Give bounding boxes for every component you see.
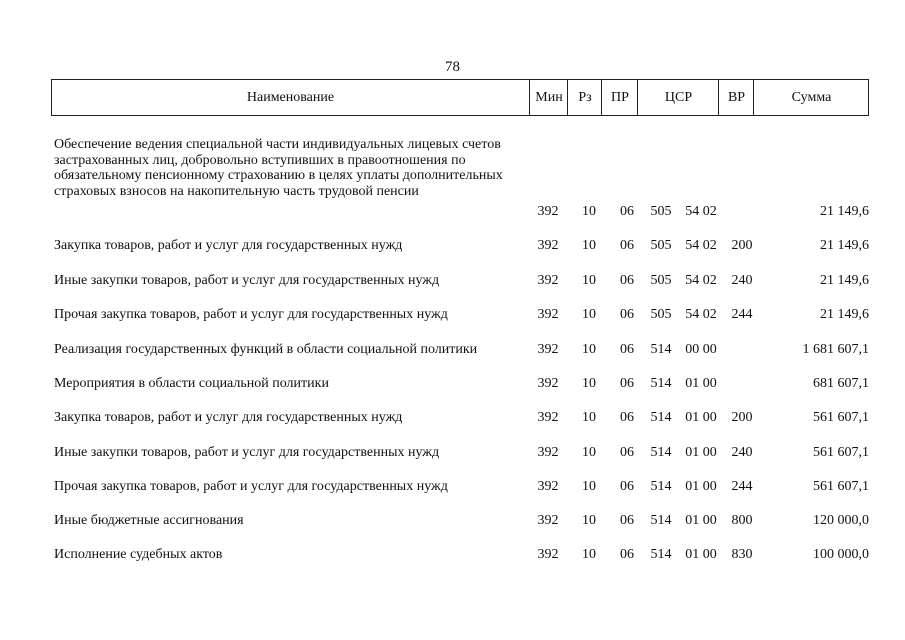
row-rz: 10 (582, 376, 596, 391)
row-sum: 561 607,1 (813, 445, 869, 460)
row-rz: 10 (582, 547, 596, 562)
row-min: 392 (537, 307, 559, 322)
row-sum: 21 149,6 (820, 238, 869, 253)
row-sum: 21 149,6 (820, 273, 869, 288)
row-csr-code: 00 00 (685, 342, 717, 357)
row-csr-program: 514 (650, 410, 672, 425)
row-sum: 120 000,0 (813, 513, 869, 528)
row-pr: 06 (620, 307, 634, 322)
row-sum: 21 149,6 (820, 204, 869, 219)
table-header (51, 79, 869, 116)
row-vr: 240 (731, 445, 753, 460)
row-min: 392 (537, 273, 559, 288)
row-sum: 681 607,1 (813, 376, 869, 391)
row-name: Прочая закупка товаров, работ и услуг для государственных нужд (54, 479, 448, 494)
row-csr-program: 505 (650, 204, 672, 219)
page-number: 78 (445, 59, 460, 75)
row-name: Мероприятия в области социальной политики (54, 376, 329, 391)
row-csr-program: 514 (650, 479, 672, 494)
row-min: 392 (537, 547, 559, 562)
row-sum: 100 000,0 (813, 547, 869, 562)
row-pr: 06 (620, 513, 634, 528)
row-vr: 800 (731, 513, 753, 528)
row-csr-code: 01 00 (685, 479, 717, 494)
header-min: Мин (529, 80, 568, 115)
row-csr-code: 54 02 (685, 273, 717, 288)
row-name: Исполнение судебных актов (54, 547, 223, 562)
header-vr: ВР (718, 80, 754, 115)
row-csr-code: 01 00 (685, 513, 717, 528)
row-min: 392 (537, 342, 559, 357)
row-csr-code: 54 02 (685, 204, 717, 219)
row-min: 392 (537, 204, 559, 219)
row-rz: 10 (582, 238, 596, 253)
header-pr: ПР (601, 80, 638, 115)
row-csr-program: 505 (650, 238, 672, 253)
row-pr: 06 (620, 376, 634, 391)
row-min: 392 (537, 238, 559, 253)
row-vr: 200 (731, 238, 753, 253)
row-vr: 240 (731, 273, 753, 288)
row-rz: 10 (582, 273, 596, 288)
row-rz: 10 (582, 479, 596, 494)
row-csr-program: 514 (650, 342, 672, 357)
row-pr: 06 (620, 410, 634, 425)
row-rz: 10 (582, 307, 596, 322)
row-csr-code: 01 00 (685, 376, 717, 391)
row-sum: 1 681 607,1 (802, 342, 869, 357)
row-min: 392 (537, 513, 559, 528)
row-name: Иные закупки товаров, работ и услуг для государственных нужд (54, 273, 440, 288)
header-name: Наименование (246, 90, 335, 105)
row-rz: 10 (582, 410, 596, 425)
row-vr: 244 (731, 307, 753, 322)
row-min: 392 (537, 479, 559, 494)
row-sum: 561 607,1 (813, 479, 869, 494)
row-min: 392 (537, 410, 559, 425)
row-name: Закупка товаров, работ и услуг для государственных нужд (54, 410, 403, 425)
row-name: Обеспечение ведения специальной части индивидуальных лицевых счетов застрахованных лиц, добровольно вступивших в правоотношения по обязательному пенсионному страхованию в целях уплаты дополнительных страховых взносов на накопительную часть трудовой пенсии (54, 137, 503, 199)
row-pr: 06 (620, 479, 634, 494)
row-csr-program: 514 (650, 547, 672, 562)
row-csr-program: 514 (650, 513, 672, 528)
row-csr-code: 01 00 (685, 410, 717, 425)
row-csr-code: 54 02 (685, 307, 717, 322)
row-csr-code: 54 02 (685, 238, 717, 253)
row-vr: 244 (731, 479, 753, 494)
row-vr: 200 (731, 410, 753, 425)
row-rz: 10 (582, 445, 596, 460)
row-rz: 10 (582, 513, 596, 528)
row-pr: 06 (620, 204, 634, 219)
row-pr: 06 (620, 342, 634, 357)
row-csr-program: 514 (650, 445, 672, 460)
header-rz: Рз (567, 80, 602, 115)
row-min: 392 (537, 376, 559, 391)
row-sum: 21 149,6 (820, 307, 869, 322)
row-csr-program: 514 (650, 376, 672, 391)
row-pr: 06 (620, 547, 634, 562)
row-pr: 06 (620, 445, 634, 460)
row-min: 392 (537, 445, 559, 460)
row-name: Прочая закупка товаров, работ и услуг для государственных нужд (54, 307, 448, 322)
row-csr-program: 505 (650, 307, 672, 322)
header-csr: ЦСР (637, 80, 719, 115)
row-csr-code: 01 00 (685, 547, 717, 562)
row-csr-code: 01 00 (685, 445, 717, 460)
row-pr: 06 (620, 238, 634, 253)
row-csr-program: 505 (650, 273, 672, 288)
row-name: Иные закупки товаров, работ и услуг для государственных нужд (54, 445, 440, 460)
row-name: Иные бюджетные ассигнования (54, 513, 244, 528)
row-sum: 561 607,1 (813, 410, 869, 425)
header-sum: Сумма (753, 80, 869, 115)
row-rz: 10 (582, 204, 596, 219)
row-name: Реализация государственных функций в области социальной политики (54, 342, 478, 357)
row-rz: 10 (582, 342, 596, 357)
row-name: Закупка товаров, работ и услуг для государственных нужд (54, 238, 403, 253)
row-pr: 06 (620, 273, 634, 288)
row-vr: 830 (731, 547, 753, 562)
